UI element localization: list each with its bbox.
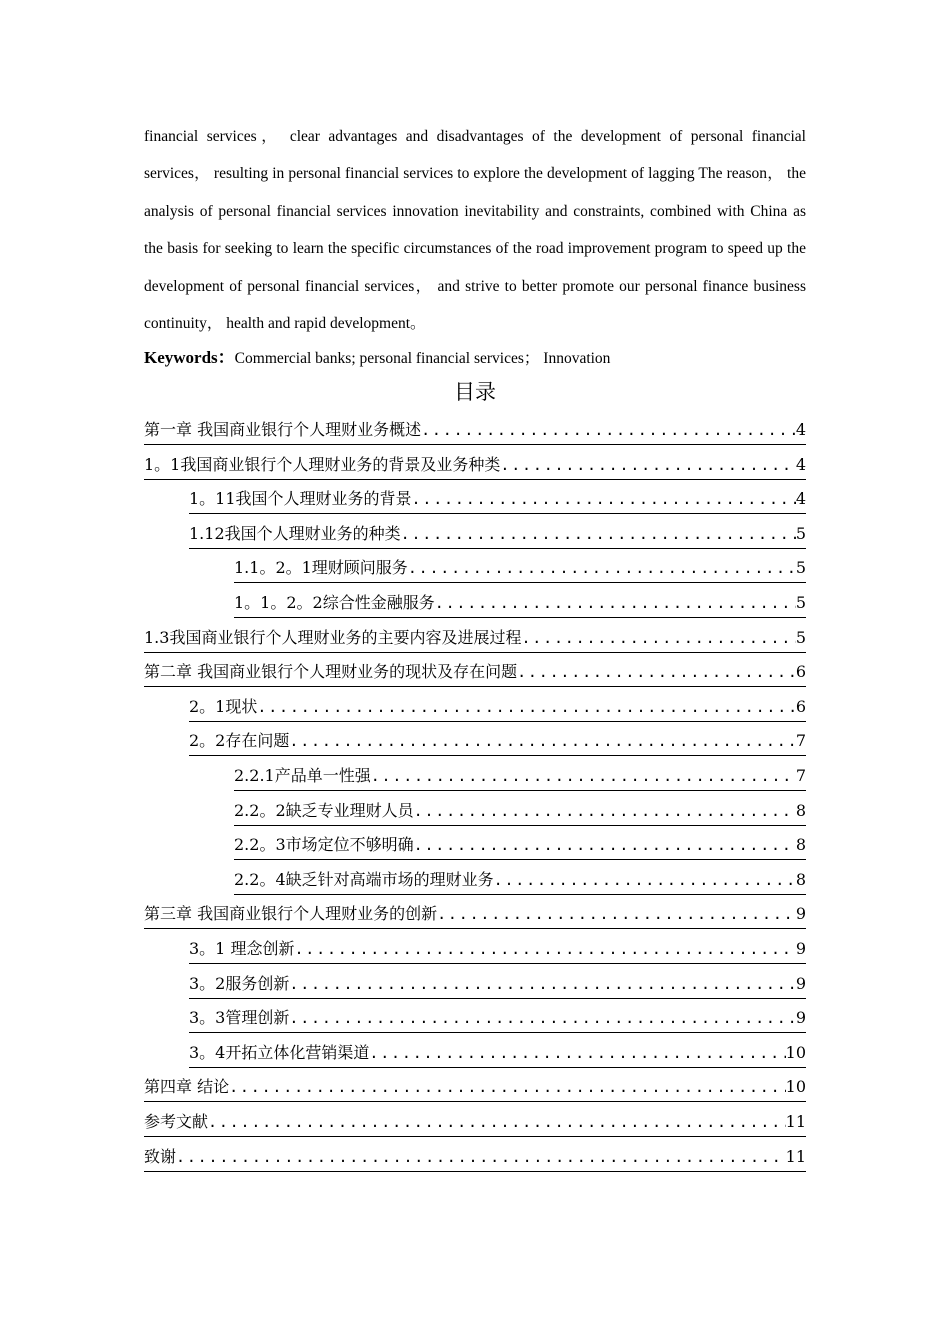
toc-entry-page: 8 — [795, 869, 806, 889]
toc-leader — [289, 973, 795, 995]
toc-entry-title: 1.3我国商业银行个人理财业务的主要内容及进展过程 — [144, 627, 522, 647]
toc-entry-title: 1.1。2。1理财顾问服务 — [234, 558, 408, 578]
toc-entry-page: 5 — [795, 627, 806, 647]
toc-leader — [500, 454, 795, 476]
toc-leader — [521, 627, 795, 649]
toc-entry-page: 9 — [795, 1008, 806, 1028]
keywords-label: Keywords： — [144, 348, 235, 367]
toc-leader — [408, 557, 796, 579]
toc-entry-title: 第二章 我国商业银行个人理财业务的现状及存在问题 — [144, 662, 518, 682]
toc-entry-title: 3。1 理念创新 — [189, 939, 295, 958]
toc-leader — [229, 1076, 786, 1098]
toc-entry[interactable] — [189, 692, 806, 722]
toc-entry-title: 2.2。4缺乏针对高端市场的理财业务 — [234, 869, 494, 889]
toc-entry-title: 1。11我国个人理财业务的背景 — [189, 489, 412, 509]
toc-leader — [371, 765, 796, 787]
toc-entry[interactable] — [189, 1038, 806, 1068]
toc-entry[interactable] — [189, 726, 806, 756]
toc-entry-title: 2.2.1产品单一性强 — [234, 766, 371, 785]
toc-entry-page: 7 — [795, 766, 806, 785]
toc-entry-title: 2.2。3市场定位不够明确 — [234, 835, 414, 855]
toc-leader — [494, 869, 796, 891]
toc-leader — [401, 523, 796, 545]
toc-entry-title: 2。2存在问题 — [189, 731, 290, 751]
toc-entry[interactable] — [234, 761, 806, 791]
toc-leader — [421, 419, 796, 441]
toc-leader — [289, 1007, 795, 1029]
toc-entry-page: 4 — [795, 454, 806, 474]
toc-entry-title: 致谢 — [144, 1146, 177, 1166]
toc-entry-page: 6 — [795, 662, 806, 682]
toc-entry-page: 11 — [785, 1146, 806, 1166]
toc-entry-page: 8 — [795, 835, 806, 855]
toc-entry[interactable] — [144, 1142, 806, 1172]
toc-leader — [414, 800, 796, 822]
toc-entry-page: 8 — [795, 800, 806, 820]
toc-leader — [517, 661, 796, 683]
toc-entry-page: 10 — [785, 1077, 806, 1097]
toc-leader — [369, 1042, 785, 1064]
toc-entry-title: 3。2服务创新 — [189, 973, 290, 993]
toc-entry[interactable] — [189, 934, 806, 964]
toc-entry-title: 第一章 我国商业银行个人理财业务概述 — [144, 420, 422, 439]
toc-entry-title: 1.12我国个人理财业务的种类 — [189, 523, 401, 543]
toc-entry-title: 3。4开拓立体化营销渠道 — [189, 1042, 370, 1062]
toc-entry-title: 1。1。2。2综合性金融服务 — [234, 593, 435, 612]
toc-entry-title: 2。1现状 — [189, 696, 258, 716]
toc-leader — [435, 592, 796, 614]
toc-entry[interactable] — [144, 657, 806, 687]
toc-leader — [412, 488, 796, 510]
toc-entry[interactable] — [234, 553, 806, 583]
toc-entry-page: 9 — [795, 904, 806, 924]
toc-leader — [289, 730, 795, 752]
toc-entry[interactable] — [189, 484, 806, 514]
toc-entry-page: 6 — [795, 696, 806, 716]
abstract-paragraph: financial services， clear advantages and disadvantages of the development of personal financial services， resulting in personal financial services to explore the development of lagging The reason， the analysis of personal financial services innovation inevitability and constraints, combined with China as the basis for seeking to learn the specific circumstances of the road improvement program to speed up the development of personal financial services， and strive to better promote our personal finance business continuity， health and rapid development。 — [144, 128, 806, 333]
toc-leader — [176, 1146, 786, 1168]
toc-entry-title: 1。1我国商业银行个人理财业务的背景及业务种类 — [144, 454, 501, 474]
toc-leader — [437, 903, 796, 925]
toc-title: 目录 — [454, 380, 496, 404]
toc-entry[interactable] — [189, 1003, 806, 1033]
toc-entry-page: 5 — [795, 593, 806, 612]
toc-entry[interactable] — [189, 969, 806, 999]
toc-entry-page: 7 — [795, 731, 806, 751]
toc-entry-page: 4 — [795, 489, 806, 509]
toc-leader — [257, 696, 795, 718]
toc-entry[interactable] — [144, 623, 806, 653]
toc-entry[interactable] — [234, 865, 806, 895]
toc-entry-page: 11 — [785, 1112, 806, 1131]
toc-entry-page: 9 — [795, 973, 806, 993]
toc-entry-title: 第三章 我国商业银行个人理财业务的创新 — [144, 904, 438, 924]
toc-entry-page: 5 — [795, 523, 806, 543]
toc-entry[interactable] — [144, 1072, 806, 1102]
toc-leader — [208, 1111, 786, 1133]
toc-leader — [294, 938, 795, 960]
toc-entry[interactable] — [234, 830, 806, 860]
keywords-value: Commercial banks; personal financial services； Innovation — [234, 350, 611, 367]
toc-entry-title: 3。3管理创新 — [189, 1008, 290, 1028]
toc-entry[interactable] — [234, 588, 806, 618]
keywords-line — [144, 344, 806, 373]
toc-entry[interactable] — [144, 415, 806, 445]
toc-entry-page: 4 — [795, 420, 806, 439]
toc-entry-page: 9 — [795, 939, 806, 958]
toc-entry[interactable] — [189, 519, 806, 549]
toc-entry-title: 参考文献 — [144, 1112, 209, 1131]
toc-leader — [414, 834, 796, 856]
toc-entry[interactable] — [144, 899, 806, 929]
toc-entry[interactable] — [144, 450, 806, 480]
toc-entry-title: 2.2。2缺乏专业理财人员 — [234, 800, 414, 820]
toc-entry[interactable] — [144, 1107, 806, 1137]
toc-entry[interactable] — [234, 796, 806, 826]
toc-entry-page: 5 — [795, 558, 806, 578]
toc-entry-page: 10 — [785, 1042, 806, 1062]
toc-entry-title: 第四章 结论 — [144, 1077, 230, 1097]
